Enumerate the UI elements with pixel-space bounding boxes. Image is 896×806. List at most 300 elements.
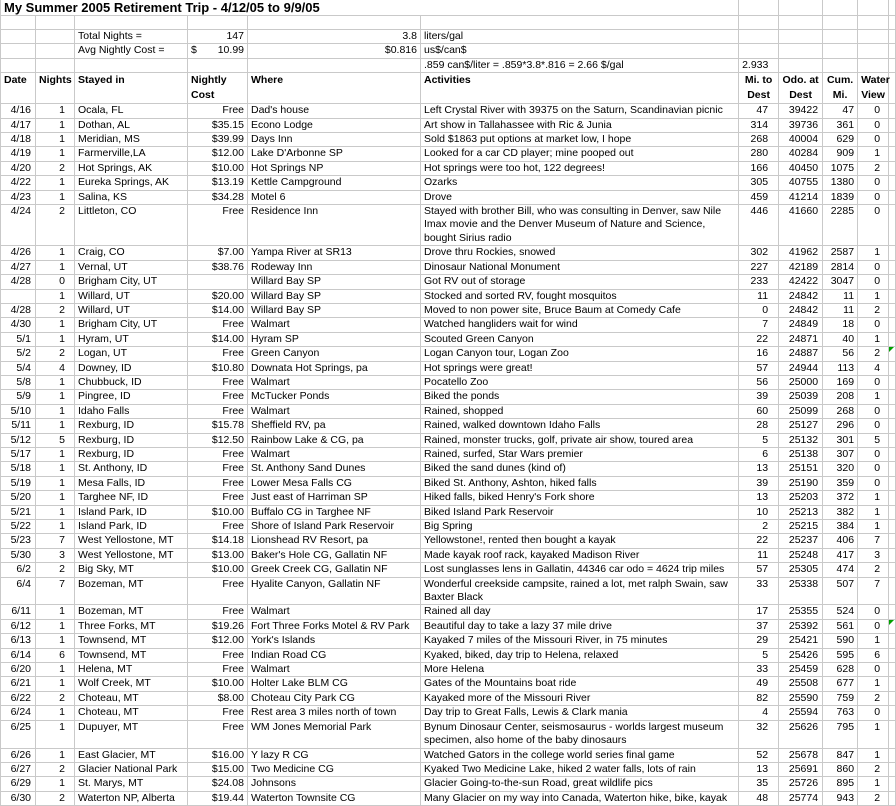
date-cell[interactable]: 6/13 xyxy=(1,634,36,648)
overflow-cell[interactable] xyxy=(889,648,896,662)
date-cell[interactable]: 6/14 xyxy=(1,648,36,662)
nights-cell[interactable]: 1 xyxy=(36,419,75,433)
empty-cell[interactable] xyxy=(889,73,896,104)
overflow-cell[interactable] xyxy=(889,246,896,260)
activities-cell[interactable]: Dinosaur National Monument xyxy=(421,260,739,274)
empty-cell[interactable] xyxy=(858,30,889,44)
activities-cell[interactable]: Stocked and sorted RV, fought mosquitos xyxy=(421,289,739,303)
odo-at-dest-cell[interactable]: 25099 xyxy=(779,404,823,418)
date-cell[interactable]: 6/22 xyxy=(1,691,36,705)
stayed-in-cell[interactable]: Bozeman, MT xyxy=(75,605,188,619)
overflow-cell[interactable] xyxy=(889,176,896,190)
water-view-cell[interactable]: 1 xyxy=(858,246,889,260)
water-view-cell[interactable]: 0 xyxy=(858,176,889,190)
odo-at-dest-cell[interactable]: 25039 xyxy=(779,390,823,404)
overflow-cell[interactable] xyxy=(889,720,896,748)
mi-to-dest-cell[interactable]: 39 xyxy=(739,390,779,404)
mi-to-dest-cell[interactable]: 314 xyxy=(739,118,779,132)
empty-cell[interactable] xyxy=(36,16,75,30)
water-view-cell[interactable]: 2 xyxy=(858,347,889,361)
nights-cell[interactable]: 1 xyxy=(36,677,75,691)
empty-cell[interactable] xyxy=(858,58,889,72)
avg-cost-label[interactable]: Avg Nightly Cost = xyxy=(75,44,188,58)
odo-at-dest-cell[interactable]: 24887 xyxy=(779,347,823,361)
activities-cell[interactable]: Yellowstone!, rented then bought a kayak xyxy=(421,534,739,548)
stayed-in-cell[interactable]: Ocala, FL xyxy=(75,104,188,118)
odo-at-dest-cell[interactable]: 40284 xyxy=(779,147,823,161)
odo-at-dest-cell[interactable]: 25726 xyxy=(779,777,823,791)
nightly-cost-cell[interactable]: $14.00 xyxy=(188,332,248,346)
water-view-cell[interactable]: 7 xyxy=(858,534,889,548)
stayed-in-cell[interactable]: Farmerville,LA xyxy=(75,147,188,161)
where-cell[interactable]: Baker's Hole CG, Gallatin NF xyxy=(248,548,421,562)
mi-to-dest-cell[interactable]: 280 xyxy=(739,147,779,161)
date-cell[interactable]: 5/8 xyxy=(1,375,36,389)
mi-to-dest-cell[interactable]: 29 xyxy=(739,634,779,648)
activities-cell[interactable]: Looked for a car CD player; mine pooped out xyxy=(421,147,739,161)
activities-cell[interactable]: Hiked falls, biked Henry's Fork shore xyxy=(421,491,739,505)
where-cell[interactable]: Buffalo CG in Targhee NF xyxy=(248,505,421,519)
activities-cell[interactable]: Gates of the Mountains boat ride xyxy=(421,677,739,691)
activities-cell[interactable]: Rained, shopped xyxy=(421,404,739,418)
activities-cell[interactable]: Watched hangliders wait for wind xyxy=(421,318,739,332)
where-cell[interactable]: Walmart xyxy=(248,447,421,461)
empty-cell[interactable] xyxy=(188,16,248,30)
where-cell[interactable]: Hyalite Canyon, Gallatin NF xyxy=(248,577,421,605)
overflow-cell[interactable] xyxy=(889,205,896,246)
stayed-in-cell[interactable]: Meridian, MS xyxy=(75,133,188,147)
cum-mi-cell[interactable]: 18 xyxy=(823,318,858,332)
cum-mi-cell[interactable]: 296 xyxy=(823,419,858,433)
nightly-cost-cell[interactable]: Free xyxy=(188,447,248,461)
exchange-rate-value[interactable]: $0.816 xyxy=(248,44,421,58)
water-view-cell[interactable]: 1 xyxy=(858,289,889,303)
nights-cell[interactable]: 1 xyxy=(36,332,75,346)
nights-cell[interactable]: 1 xyxy=(36,133,75,147)
odo-at-dest-cell[interactable]: 24871 xyxy=(779,332,823,346)
odo-at-dest-cell[interactable]: 40755 xyxy=(779,176,823,190)
where-cell[interactable]: Sheffield RV, pa xyxy=(248,419,421,433)
stayed-in-cell[interactable]: Wolf Creek, MT xyxy=(75,677,188,691)
stayed-in-cell[interactable]: Hot Springs, AK xyxy=(75,161,188,175)
overflow-cell[interactable] xyxy=(889,476,896,490)
empty-cell[interactable] xyxy=(248,58,421,72)
where-cell[interactable]: Kettle Campground xyxy=(248,176,421,190)
date-cell[interactable]: 5/1 xyxy=(1,332,36,346)
nightly-cost-cell[interactable]: $16.00 xyxy=(188,748,248,762)
date-cell[interactable] xyxy=(1,289,36,303)
mi-to-dest-cell[interactable]: 57 xyxy=(739,361,779,375)
stayed-in-cell[interactable]: Willard, UT xyxy=(75,289,188,303)
stayed-in-cell[interactable]: Waterton NP, Alberta xyxy=(75,791,188,805)
date-cell[interactable]: 5/22 xyxy=(1,520,36,534)
mi-to-dest-cell[interactable]: 32 xyxy=(739,720,779,748)
water-view-cell[interactable]: 6 xyxy=(858,648,889,662)
overflow-cell[interactable] xyxy=(889,505,896,519)
odo-at-dest-cell[interactable]: 41214 xyxy=(779,190,823,204)
nights-cell[interactable]: 6 xyxy=(36,648,75,662)
empty-cell[interactable] xyxy=(739,0,779,16)
water-view-cell[interactable]: 0 xyxy=(858,476,889,490)
nights-cell[interactable]: 1 xyxy=(36,663,75,677)
stayed-in-cell[interactable]: Brigham City, UT xyxy=(75,275,188,289)
nights-cell[interactable]: 1 xyxy=(36,404,75,418)
water-view-cell[interactable]: 0 xyxy=(858,375,889,389)
stayed-in-cell[interactable]: Dupuyer, MT xyxy=(75,720,188,748)
empty-cell[interactable] xyxy=(823,0,858,16)
where-cell[interactable]: Willard Bay SP xyxy=(248,303,421,317)
water-view-cell[interactable]: 1 xyxy=(858,505,889,519)
activities-cell[interactable]: Kyaked, biked, day trip to Helena, relaxed xyxy=(421,648,739,662)
activities-cell[interactable]: Left Crystal River with 39375 on the Saturn, Scandinavian picnic xyxy=(421,104,739,118)
cum-mi-cell[interactable]: 208 xyxy=(823,390,858,404)
overflow-cell[interactable] xyxy=(889,104,896,118)
where-cell[interactable]: Fort Three Forks Motel & RV Park xyxy=(248,619,421,633)
cum-mi-cell[interactable]: 307 xyxy=(823,447,858,461)
col-header-cum-mi[interactable]: Cum. Mi. xyxy=(823,73,858,104)
stayed-in-cell[interactable]: Choteau, MT xyxy=(75,691,188,705)
empty-cell[interactable] xyxy=(421,16,739,30)
empty-cell[interactable] xyxy=(1,58,36,72)
date-cell[interactable]: 5/12 xyxy=(1,433,36,447)
exchange-rate-label[interactable]: us$/can$ xyxy=(421,44,739,58)
stayed-in-cell[interactable]: Salina, KS xyxy=(75,190,188,204)
empty-cell[interactable] xyxy=(248,16,421,30)
nights-cell[interactable]: 1 xyxy=(36,619,75,633)
odo-at-dest-cell[interactable]: 25626 xyxy=(779,720,823,748)
date-cell[interactable]: 4/23 xyxy=(1,190,36,204)
empty-cell[interactable] xyxy=(75,58,188,72)
total-nights-label[interactable]: Total Nights = xyxy=(75,30,188,44)
mi-to-dest-cell[interactable]: 233 xyxy=(739,275,779,289)
water-view-cell[interactable]: 1 xyxy=(858,720,889,748)
odo-at-dest-cell[interactable]: 25392 xyxy=(779,619,823,633)
stayed-in-cell[interactable]: Vernal, UT xyxy=(75,260,188,274)
date-cell[interactable]: 4/24 xyxy=(1,205,36,246)
nights-cell[interactable]: 1 xyxy=(36,720,75,748)
date-cell[interactable]: 4/28 xyxy=(1,275,36,289)
nights-cell[interactable]: 1 xyxy=(36,390,75,404)
mi-to-dest-cell[interactable]: 11 xyxy=(739,548,779,562)
empty-cell[interactable] xyxy=(889,16,896,30)
col-header-mi-to-dest[interactable]: Mi. to Dest xyxy=(739,73,779,104)
date-cell[interactable]: 4/26 xyxy=(1,246,36,260)
empty-cell[interactable] xyxy=(75,16,188,30)
mi-to-dest-cell[interactable]: 60 xyxy=(739,404,779,418)
mi-to-dest-cell[interactable]: 4 xyxy=(739,706,779,720)
nightly-cost-cell[interactable]: Free xyxy=(188,462,248,476)
date-cell[interactable]: 5/11 xyxy=(1,419,36,433)
mi-to-dest-cell[interactable]: 302 xyxy=(739,246,779,260)
nights-cell[interactable]: 2 xyxy=(36,161,75,175)
empty-cell[interactable] xyxy=(823,58,858,72)
nightly-cost-cell[interactable]: $19.44 xyxy=(188,791,248,805)
date-cell[interactable]: 6/26 xyxy=(1,748,36,762)
water-view-cell[interactable]: 0 xyxy=(858,118,889,132)
nightly-cost-cell[interactable]: $13.19 xyxy=(188,176,248,190)
overflow-cell[interactable] xyxy=(889,748,896,762)
empty-cell[interactable] xyxy=(188,58,248,72)
nights-cell[interactable]: 2 xyxy=(36,205,75,246)
water-view-cell[interactable]: 2 xyxy=(858,762,889,776)
nights-cell[interactable]: 1 xyxy=(36,176,75,190)
where-cell[interactable]: Y lazy R CG xyxy=(248,748,421,762)
nightly-cost-cell[interactable]: $12.00 xyxy=(188,147,248,161)
overflow-cell[interactable] xyxy=(889,691,896,705)
overflow-cell[interactable] xyxy=(889,419,896,433)
stayed-in-cell[interactable]: Craig, CO xyxy=(75,246,188,260)
nightly-cost-cell[interactable]: $8.00 xyxy=(188,691,248,705)
odo-at-dest-cell[interactable]: 25421 xyxy=(779,634,823,648)
water-view-cell[interactable]: 0 xyxy=(858,605,889,619)
water-view-cell[interactable]: 0 xyxy=(858,462,889,476)
nightly-cost-cell[interactable]: $38.76 xyxy=(188,260,248,274)
water-view-cell[interactable]: 0 xyxy=(858,275,889,289)
odo-at-dest-cell[interactable]: 25594 xyxy=(779,706,823,720)
empty-cell[interactable] xyxy=(1,30,36,44)
cum-mi-cell[interactable]: 909 xyxy=(823,147,858,161)
fuel-formula-value[interactable]: 2.933 xyxy=(739,58,779,72)
cum-mi-cell[interactable]: 56 xyxy=(823,347,858,361)
cum-mi-cell[interactable]: 268 xyxy=(823,404,858,418)
overflow-cell[interactable] xyxy=(889,520,896,534)
water-view-cell[interactable]: 0 xyxy=(858,663,889,677)
water-view-cell[interactable]: 1 xyxy=(858,390,889,404)
nights-cell[interactable]: 3 xyxy=(36,548,75,562)
mi-to-dest-cell[interactable]: 22 xyxy=(739,332,779,346)
water-view-cell[interactable]: 1 xyxy=(858,634,889,648)
empty-cell[interactable] xyxy=(36,58,75,72)
mi-to-dest-cell[interactable]: 13 xyxy=(739,462,779,476)
stayed-in-cell[interactable]: Big Sky, MT xyxy=(75,563,188,577)
date-cell[interactable]: 5/19 xyxy=(1,476,36,490)
water-view-cell[interactable]: 1 xyxy=(858,520,889,534)
odo-at-dest-cell[interactable]: 25127 xyxy=(779,419,823,433)
nights-cell[interactable]: 2 xyxy=(36,303,75,317)
overflow-cell[interactable] xyxy=(889,462,896,476)
nights-cell[interactable]: 1 xyxy=(36,447,75,461)
date-cell[interactable]: 5/30 xyxy=(1,548,36,562)
overflow-cell[interactable] xyxy=(889,190,896,204)
water-view-cell[interactable]: 4 xyxy=(858,361,889,375)
where-cell[interactable]: Lionshead RV Resort, pa xyxy=(248,534,421,548)
nightly-cost-cell[interactable]: Free xyxy=(188,347,248,361)
nightly-cost-cell[interactable]: Free xyxy=(188,663,248,677)
mi-to-dest-cell[interactable]: 37 xyxy=(739,619,779,633)
date-cell[interactable]: 6/27 xyxy=(1,762,36,776)
empty-cell[interactable] xyxy=(889,58,896,72)
odo-at-dest-cell[interactable]: 25426 xyxy=(779,648,823,662)
mi-to-dest-cell[interactable]: 52 xyxy=(739,748,779,762)
cum-mi-cell[interactable]: 507 xyxy=(823,577,858,605)
cum-mi-cell[interactable]: 372 xyxy=(823,491,858,505)
nightly-cost-cell[interactable]: $14.18 xyxy=(188,534,248,548)
mi-to-dest-cell[interactable]: 28 xyxy=(739,419,779,433)
mi-to-dest-cell[interactable]: 5 xyxy=(739,433,779,447)
activities-cell[interactable]: Biked St. Anthony, Ashton, hiked falls xyxy=(421,476,739,490)
water-view-cell[interactable]: 0 xyxy=(858,447,889,461)
empty-cell[interactable] xyxy=(36,44,75,58)
activities-cell[interactable]: Glacier Going-to-the-sun Road, great wildlife pics xyxy=(421,777,739,791)
where-cell[interactable]: Dad's house xyxy=(248,104,421,118)
where-cell[interactable]: Walmart xyxy=(248,375,421,389)
mi-to-dest-cell[interactable]: 49 xyxy=(739,677,779,691)
overflow-cell[interactable] xyxy=(889,332,896,346)
nightly-cost-cell[interactable]: Free xyxy=(188,577,248,605)
stayed-in-cell[interactable]: Island Park, ID xyxy=(75,520,188,534)
nightly-cost-cell[interactable]: Free xyxy=(188,318,248,332)
empty-cell[interactable] xyxy=(739,30,779,44)
date-cell[interactable]: 6/11 xyxy=(1,605,36,619)
date-cell[interactable]: 6/12 xyxy=(1,619,36,633)
stayed-in-cell[interactable]: Rexburg, ID xyxy=(75,433,188,447)
water-view-cell[interactable]: 2 xyxy=(858,563,889,577)
stayed-in-cell[interactable]: Bozeman, MT xyxy=(75,577,188,605)
water-view-cell[interactable]: 0 xyxy=(858,619,889,633)
water-view-cell[interactable]: 0 xyxy=(858,318,889,332)
cum-mi-cell[interactable]: 795 xyxy=(823,720,858,748)
odo-at-dest-cell[interactable]: 25508 xyxy=(779,677,823,691)
empty-cell[interactable] xyxy=(858,16,889,30)
activities-cell[interactable]: Ozarks xyxy=(421,176,739,190)
date-cell[interactable]: 6/30 xyxy=(1,791,36,805)
activities-cell[interactable]: Hot springs were too hot, 122 degrees! xyxy=(421,161,739,175)
nightly-cost-cell[interactable]: $10.00 xyxy=(188,677,248,691)
where-cell[interactable]: Indian Road CG xyxy=(248,648,421,662)
empty-cell[interactable] xyxy=(1,16,36,30)
mi-to-dest-cell[interactable]: 227 xyxy=(739,260,779,274)
overflow-cell[interactable] xyxy=(889,161,896,175)
odo-at-dest-cell[interactable]: 25248 xyxy=(779,548,823,562)
odo-at-dest-cell[interactable]: 25590 xyxy=(779,691,823,705)
odo-at-dest-cell[interactable]: 25132 xyxy=(779,433,823,447)
water-view-cell[interactable]: 2 xyxy=(858,303,889,317)
stayed-in-cell[interactable]: Hyram, UT xyxy=(75,332,188,346)
mi-to-dest-cell[interactable]: 5 xyxy=(739,648,779,662)
where-cell[interactable]: Walmart xyxy=(248,318,421,332)
water-view-cell[interactable]: 2 xyxy=(858,791,889,805)
activities-cell[interactable]: Kayaked more of the Missouri River xyxy=(421,691,739,705)
nightly-cost-cell[interactable]: $10.80 xyxy=(188,361,248,375)
odo-at-dest-cell[interactable]: 25215 xyxy=(779,520,823,534)
col-header-where[interactable]: Where xyxy=(248,73,421,104)
activities-cell[interactable]: Watched Gators in the college world series final game xyxy=(421,748,739,762)
date-cell[interactable]: 4/20 xyxy=(1,161,36,175)
stayed-in-cell[interactable]: St. Anthony, ID xyxy=(75,462,188,476)
cum-mi-cell[interactable]: 359 xyxy=(823,476,858,490)
stayed-in-cell[interactable]: Townsend, MT xyxy=(75,634,188,648)
odo-at-dest-cell[interactable]: 39422 xyxy=(779,104,823,118)
nightly-cost-cell[interactable]: Free xyxy=(188,648,248,662)
where-cell[interactable]: Lake D'Arbonne SP xyxy=(248,147,421,161)
empty-cell[interactable] xyxy=(779,44,823,58)
nights-cell[interactable]: 1 xyxy=(36,246,75,260)
cum-mi-cell[interactable]: 11 xyxy=(823,303,858,317)
date-cell[interactable]: 5/18 xyxy=(1,462,36,476)
where-cell[interactable]: Rodeway Inn xyxy=(248,260,421,274)
odo-at-dest-cell[interactable]: 25138 xyxy=(779,447,823,461)
overflow-cell[interactable] xyxy=(889,762,896,776)
cum-mi-cell[interactable]: 524 xyxy=(823,605,858,619)
odo-at-dest-cell[interactable]: 40450 xyxy=(779,161,823,175)
overflow-cell[interactable] xyxy=(889,791,896,805)
mi-to-dest-cell[interactable]: 0 xyxy=(739,303,779,317)
activities-cell[interactable]: Hot springs were great! xyxy=(421,361,739,375)
mi-to-dest-cell[interactable]: 17 xyxy=(739,605,779,619)
odo-at-dest-cell[interactable]: 25678 xyxy=(779,748,823,762)
cum-mi-cell[interactable]: 943 xyxy=(823,791,858,805)
stayed-in-cell[interactable]: Island Park, ID xyxy=(75,505,188,519)
cum-mi-cell[interactable]: 361 xyxy=(823,118,858,132)
odo-at-dest-cell[interactable]: 25691 xyxy=(779,762,823,776)
where-cell[interactable]: Shore of Island Park Reservoir xyxy=(248,520,421,534)
mi-to-dest-cell[interactable]: 16 xyxy=(739,347,779,361)
water-view-cell[interactable]: 0 xyxy=(858,205,889,246)
nightly-cost-cell[interactable]: $14.00 xyxy=(188,303,248,317)
date-cell[interactable]: 4/18 xyxy=(1,133,36,147)
where-cell[interactable]: Two Medicine CG xyxy=(248,762,421,776)
odo-at-dest-cell[interactable]: 24842 xyxy=(779,289,823,303)
water-view-cell[interactable]: 0 xyxy=(858,133,889,147)
activities-cell[interactable]: Sold $1863 put options at market low, I hope xyxy=(421,133,739,147)
activities-cell[interactable]: Kyaked Two Medicine Lake, hiked 2 water falls, lots of rain xyxy=(421,762,739,776)
where-cell[interactable]: Just east of Harriman SP xyxy=(248,491,421,505)
nightly-cost-cell[interactable]: Free xyxy=(188,390,248,404)
cum-mi-cell[interactable]: 47 xyxy=(823,104,858,118)
overflow-cell[interactable] xyxy=(889,491,896,505)
empty-cell[interactable] xyxy=(36,30,75,44)
avg-cost-value[interactable] xyxy=(188,44,248,58)
mi-to-dest-cell[interactable]: 47 xyxy=(739,104,779,118)
where-cell[interactable]: Downata Hot Springs, pa xyxy=(248,361,421,375)
nights-cell[interactable]: 1 xyxy=(36,491,75,505)
stayed-in-cell[interactable]: Downey, ID xyxy=(75,361,188,375)
cum-mi-cell[interactable]: 40 xyxy=(823,332,858,346)
stayed-in-cell[interactable]: Helena, MT xyxy=(75,663,188,677)
date-cell[interactable]: 4/22 xyxy=(1,176,36,190)
empty-cell[interactable] xyxy=(779,0,823,16)
nights-cell[interactable]: 1 xyxy=(36,289,75,303)
water-view-cell[interactable]: 2 xyxy=(858,161,889,175)
cum-mi-cell[interactable]: 2587 xyxy=(823,246,858,260)
overflow-cell[interactable] xyxy=(889,390,896,404)
water-view-cell[interactable]: 1 xyxy=(858,677,889,691)
water-view-cell[interactable]: 2 xyxy=(858,691,889,705)
nightly-cost-cell[interactable]: $19.26 xyxy=(188,619,248,633)
date-cell[interactable]: 5/9 xyxy=(1,390,36,404)
water-view-cell[interactable]: 0 xyxy=(858,404,889,418)
odo-at-dest-cell[interactable]: 25305 xyxy=(779,563,823,577)
empty-cell[interactable] xyxy=(1,44,36,58)
overflow-cell[interactable] xyxy=(889,577,896,605)
odo-at-dest-cell[interactable]: 25237 xyxy=(779,534,823,548)
col-header-stayed-in[interactable]: Stayed in xyxy=(75,73,188,104)
nightly-cost-cell[interactable]: Free xyxy=(188,491,248,505)
nightly-cost-cell[interactable]: Free xyxy=(188,476,248,490)
cum-mi-cell[interactable]: 561 xyxy=(823,619,858,633)
mi-to-dest-cell[interactable]: 268 xyxy=(739,133,779,147)
activities-cell[interactable]: Rained, monster trucks, golf, private air show, toured area xyxy=(421,433,739,447)
water-view-cell[interactable]: 7 xyxy=(858,577,889,605)
nights-cell[interactable]: 5 xyxy=(36,433,75,447)
nightly-cost-cell[interactable]: Free xyxy=(188,375,248,389)
date-cell[interactable]: 6/2 xyxy=(1,563,36,577)
stayed-in-cell[interactable]: Three Forks, MT xyxy=(75,619,188,633)
water-view-cell[interactable]: 1 xyxy=(858,332,889,346)
nights-cell[interactable]: 1 xyxy=(36,260,75,274)
overflow-cell[interactable] xyxy=(889,118,896,132)
empty-cell[interactable] xyxy=(779,16,823,30)
